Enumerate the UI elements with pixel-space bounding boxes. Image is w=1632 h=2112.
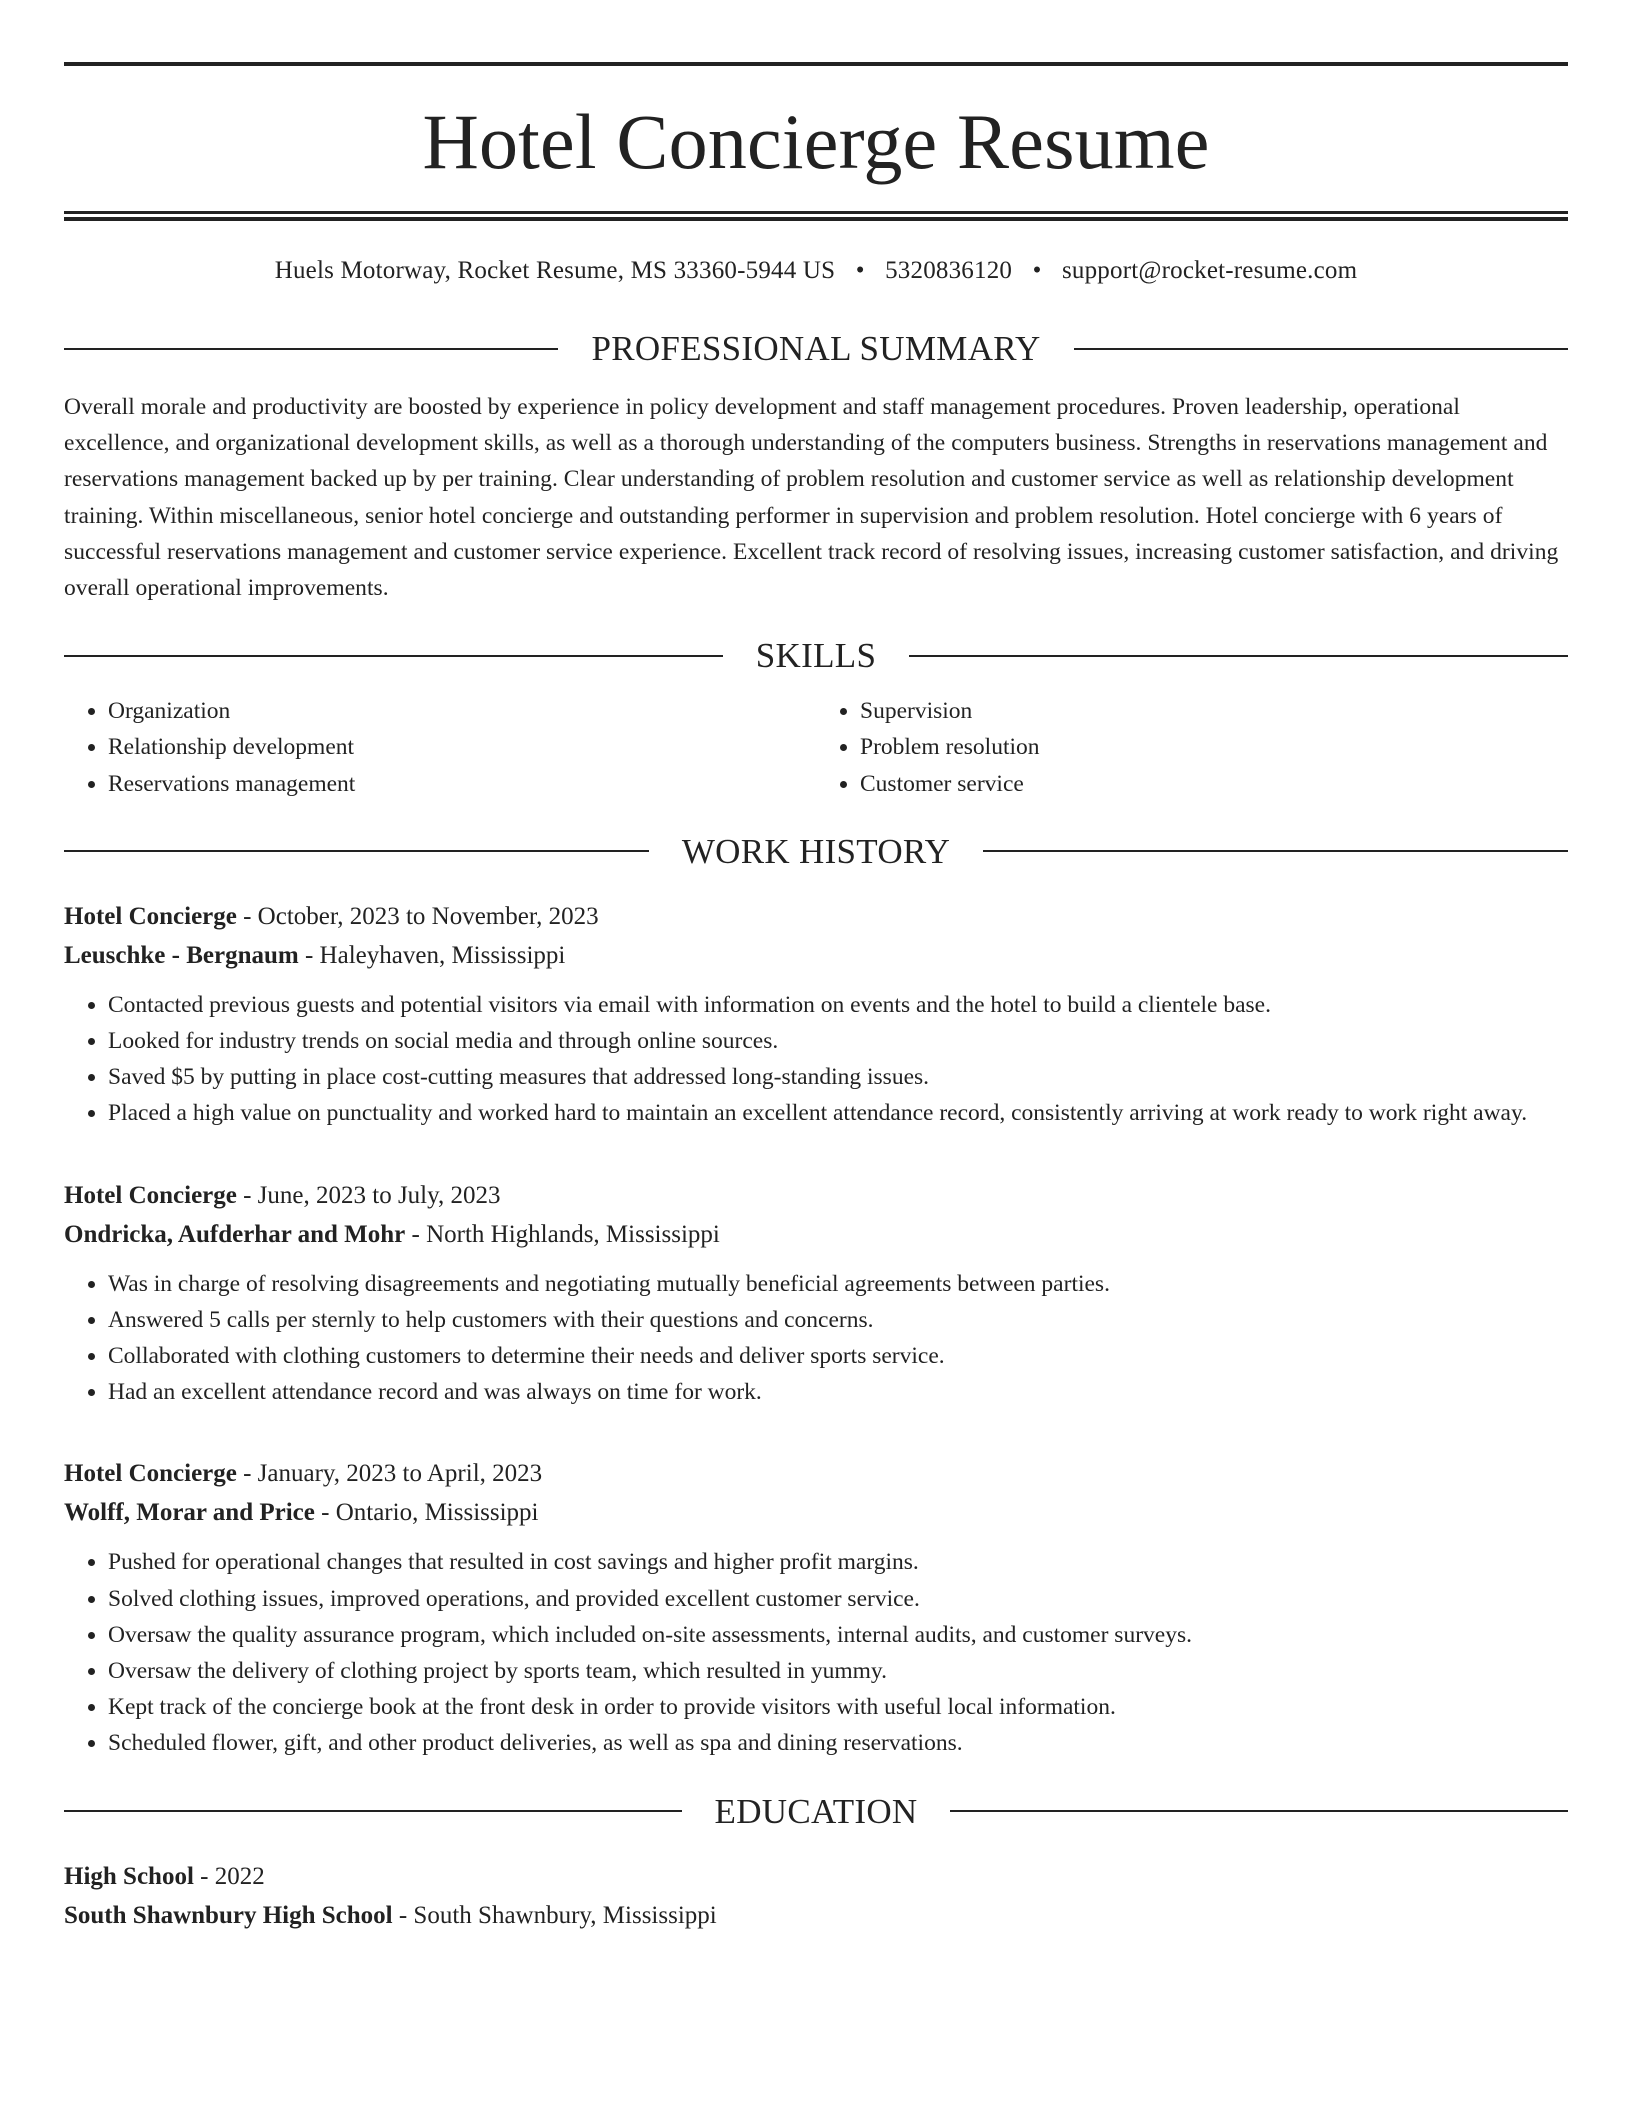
job-location: - Haleyhaven, Mississippi xyxy=(298,941,566,969)
skills-column-right xyxy=(816,693,1568,802)
section-title: EDUCATION xyxy=(714,1791,918,1831)
job-bullets xyxy=(64,987,1568,1132)
job-company-line xyxy=(64,1493,1568,1532)
job-title-line xyxy=(64,1176,1568,1215)
skill-item: • Supervision xyxy=(860,693,1568,729)
education-school-line xyxy=(64,1896,1568,1935)
contact-phone: 5320836120 xyxy=(885,257,1013,284)
contact-email: support@rocket-resume.com xyxy=(1061,257,1358,284)
section-heading-summary xyxy=(64,331,1568,366)
skill-item: • Organization xyxy=(108,693,816,729)
job-bullet: • Looked for industry trends on social media and through online sources. xyxy=(108,1023,1568,1059)
heading-rule xyxy=(950,1810,1568,1812)
resume-title: Hotel Concierge Resume xyxy=(422,98,1210,185)
job-bullet: • Had an excellent attendance record and was always on time for work. xyxy=(108,1374,1568,1410)
skill-item: • Customer service xyxy=(860,766,1568,802)
job-bullet: • Answered 5 calls per sternly to help customers with their questions and concerns. xyxy=(108,1302,1568,1338)
job-bullet: • Collaborated with clothing customers to determine their needs and deliver sports service. xyxy=(108,1338,1568,1374)
job-dates: - June, 2023 to July, 2023 xyxy=(236,1181,501,1209)
education-school: South Shawnbury High School xyxy=(64,1901,393,1929)
job-dates: - January, 2023 to April, 2023 xyxy=(236,1460,543,1488)
skills-column-left xyxy=(64,693,816,802)
education-location: - South Shawnbury, Mississippi xyxy=(392,1901,717,1929)
job-title-line xyxy=(64,897,1568,936)
heading-rule xyxy=(64,850,649,852)
contact-separator: • xyxy=(855,257,865,284)
skill-item: • Relationship development xyxy=(108,729,816,765)
heading-rule xyxy=(64,348,558,350)
job-bullet: • Oversaw the delivery of clothing project by sports team, which resulted in yummy. xyxy=(108,1653,1568,1689)
job-location: - North Highlands, Mississippi xyxy=(405,1220,720,1248)
education-degree: High School xyxy=(64,1862,194,1890)
job-bullet: • Oversaw the quality assurance program, which included on-site assessments, internal audits, and customer surveys. xyxy=(108,1617,1568,1653)
job-company: Ondricka, Aufderhar and Mohr xyxy=(64,1220,406,1248)
job-title: Hotel Concierge xyxy=(64,1460,237,1488)
section-title: WORK HISTORY xyxy=(681,831,951,871)
section-heading-work xyxy=(64,831,1568,871)
heading-rule xyxy=(983,850,1568,852)
job-entry xyxy=(64,1454,1568,1761)
section-heading-skills xyxy=(64,636,1568,676)
heading-rule xyxy=(64,1810,682,1812)
education-degree-line xyxy=(64,1857,1568,1896)
section-title: SKILLS xyxy=(755,636,877,676)
section-title: PROFESSIONAL SUMMARY xyxy=(591,329,1041,368)
skill-item: • Problem resolution xyxy=(860,729,1568,765)
job-bullet: • Kept track of the concierge book at the front desk in order to provide visitors with useful local information. xyxy=(108,1689,1568,1725)
job-bullet: • Saved $5 by putting in place cost-cutting measures that addressed long-standing issues. xyxy=(108,1059,1568,1095)
job-bullet: • Solved clothing issues, improved operations, and provided excellent customer service. xyxy=(108,1581,1568,1617)
contact-separator: • xyxy=(1032,257,1042,284)
job-bullet: • Scheduled flower, gift, and other product deliveries, as well as spa and dining reservations. xyxy=(108,1725,1568,1761)
job-bullets xyxy=(64,1544,1568,1761)
job-title-line xyxy=(64,1454,1568,1493)
job-title: Hotel Concierge xyxy=(64,1181,237,1209)
job-bullets xyxy=(64,1266,1568,1411)
section-heading-education xyxy=(64,1791,1568,1831)
contact-address: Huels Motorway, Rocket Resume, MS 33360-5944 US xyxy=(274,257,836,284)
heading-rule xyxy=(909,655,1568,657)
heading-rule xyxy=(64,655,723,657)
title-double-rule xyxy=(64,211,1568,221)
job-entry xyxy=(64,897,1568,1132)
education-entry xyxy=(64,1857,1568,1935)
skill-item: • Reservations management xyxy=(108,766,816,802)
job-entry xyxy=(64,1176,1568,1411)
job-company: Wolff, Morar and Price xyxy=(64,1499,315,1527)
job-company-line xyxy=(64,1215,1568,1254)
job-bullet: • Was in charge of resolving disagreements and negotiating mutually beneficial agreements between parties. xyxy=(108,1266,1568,1302)
heading-rule xyxy=(1074,348,1568,350)
job-bullet: • Placed a high value on punctuality and worked hard to maintain an excellent attendance record, consistently arriving at work ready to work right away. xyxy=(108,1095,1568,1131)
job-location: - Ontario, Mississippi xyxy=(314,1499,539,1527)
education-year: - 2022 xyxy=(193,1862,265,1890)
job-title: Hotel Concierge xyxy=(64,902,237,930)
job-bullet: • Pushed for operational changes that resulted in cost savings and higher profit margins. xyxy=(108,1544,1568,1580)
summary-text: Overall morale and productivity are boosted by experience in policy development and staff management procedures. Proven leadership, operational excellence, and organizational development skills, as well as a thorough understanding of the computers business. Strengths in reservations management and reservations management backed up by per training. Clear understanding of problem resolution and customer service as well as relationship development training. Within miscellaneous, senior hotel concierge and outstanding performer in supervision and problem resolution. Hotel concierge with 6 years of successful reservations management and customer service experience. Excellent track record of resolving issues, increasing customer satisfaction, and driving overall operational improvements. xyxy=(64,394,1559,602)
contact-line xyxy=(64,257,1568,285)
job-bullet: • Contacted previous guests and potential visitors via email with information on events and the hotel to build a clientele base. xyxy=(108,987,1568,1023)
skills-list xyxy=(64,693,1568,802)
top-rule xyxy=(64,62,1568,66)
job-dates: - October, 2023 to November, 2023 xyxy=(236,902,599,930)
job-company: Leuschke - Bergnaum xyxy=(64,941,299,969)
job-company-line xyxy=(64,936,1568,975)
